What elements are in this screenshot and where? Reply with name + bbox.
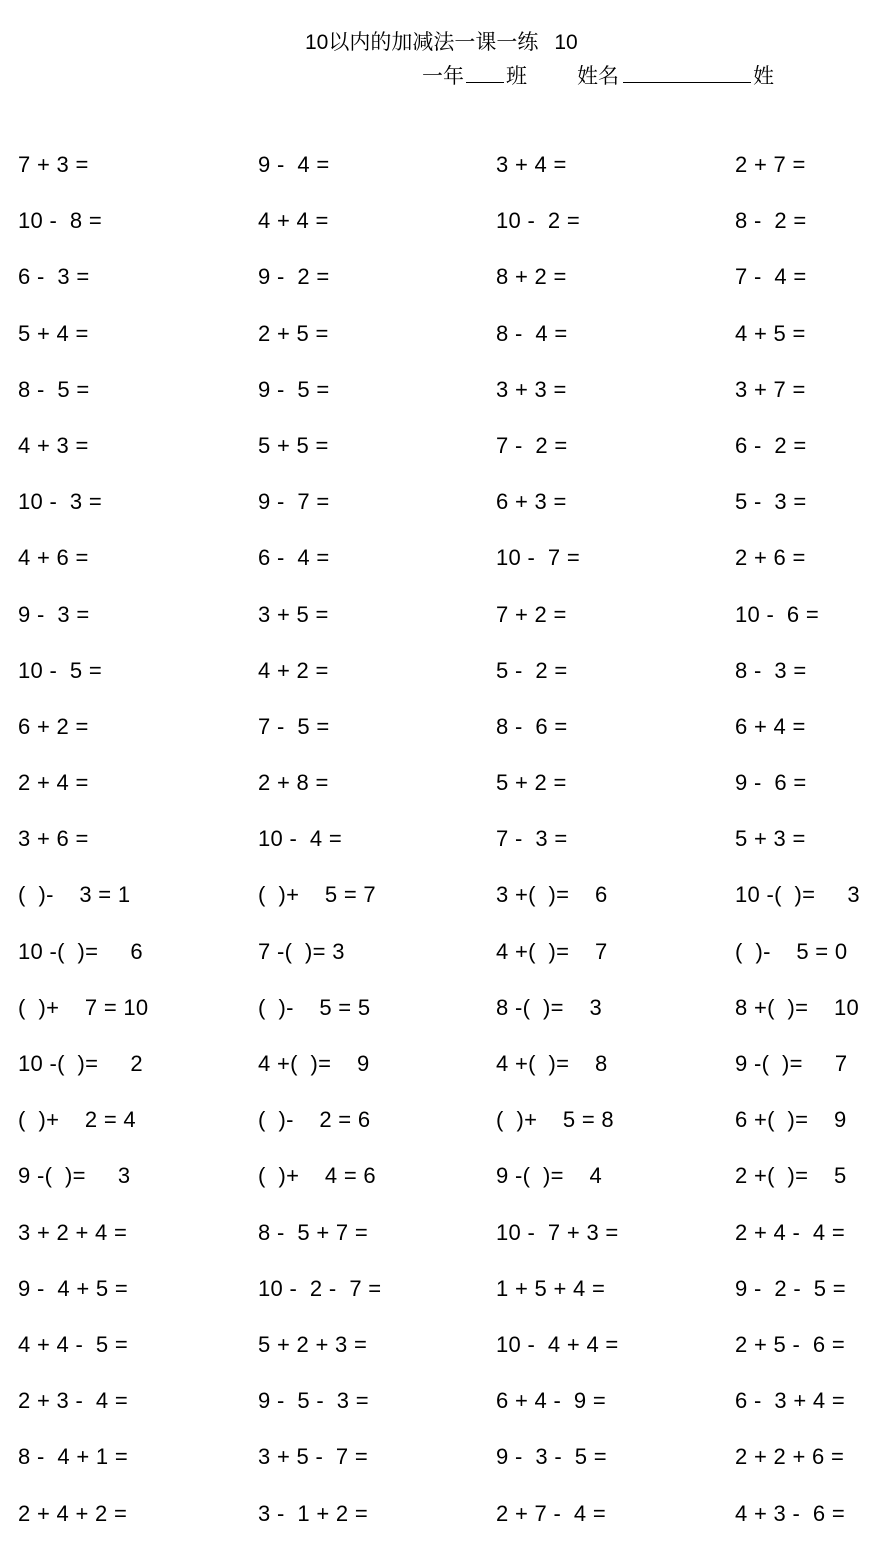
math-problem: ( )+ 7 = 10 <box>18 994 149 1020</box>
problem-row <box>18 375 878 431</box>
math-problem: 2 + 8 = <box>258 770 329 796</box>
math-problem: 10 - 7 + 3 = <box>496 1219 619 1245</box>
problem-row <box>18 1386 878 1442</box>
problem-row <box>18 1049 878 1105</box>
math-problem: 6 + 4 = <box>735 713 806 739</box>
math-problem: 3 - 1 + 2 = <box>258 1500 369 1526</box>
math-problem: 2 + 5 - 6 = <box>735 1331 846 1357</box>
math-problem: 9 - 7 = <box>258 489 330 515</box>
worksheet-title <box>305 30 578 56</box>
math-problem: 10 - 4 + 4 = <box>496 1331 619 1357</box>
math-problem: 5 - 3 = <box>735 489 807 515</box>
class-label: 班 <box>506 65 527 88</box>
title-number: 10 <box>554 31 578 54</box>
math-problem: 6 - 3 = <box>18 264 90 290</box>
problem-row <box>18 431 878 487</box>
name-label: 姓名 <box>577 65 619 88</box>
problem-row <box>18 150 878 206</box>
problem-row <box>18 1161 878 1217</box>
math-problem: 4 + 3 - 6 = <box>735 1500 846 1526</box>
problem-row <box>18 656 878 712</box>
problem-row <box>18 543 878 599</box>
math-problem: 3 + 7 = <box>735 376 806 402</box>
math-problem: 10 - 8 = <box>18 208 103 234</box>
class-blank[interactable] <box>466 62 504 83</box>
math-problem: 4 + 6 = <box>18 545 89 571</box>
math-problem: ( )+ 5 = 7 <box>258 882 376 908</box>
math-problem: 4 + 2 = <box>258 657 329 683</box>
math-problem: 7 - 2 = <box>496 432 568 458</box>
math-problem: 4 + 4 = <box>258 208 329 234</box>
math-problem: 6 - 4 = <box>258 545 330 571</box>
math-problem: ( )- 2 = 6 <box>258 1107 371 1133</box>
math-problem: 9 - 4 + 5 = <box>18 1275 129 1301</box>
math-problem: 7 -( )= 3 <box>258 938 345 964</box>
math-problem: 3 + 3 = <box>496 376 567 402</box>
math-problem: 3 + 5 - 7 = <box>258 1444 369 1470</box>
math-problem: ( )- 3 = 1 <box>18 882 131 908</box>
math-problem: 2 + 5 = <box>258 320 329 346</box>
math-problem: 9 - 3 - 5 = <box>496 1444 607 1470</box>
math-problem: 10 - 2 - 7 = <box>258 1275 382 1301</box>
problem-row <box>18 1105 878 1161</box>
math-problem: 8 -( )= 3 <box>496 994 602 1020</box>
math-problem: 5 + 4 = <box>18 320 89 346</box>
math-problem: 10 -( )= 2 <box>18 1051 143 1076</box>
math-problem: 4 + 3 = <box>18 432 89 458</box>
math-problem: 5 + 2 = <box>496 770 567 796</box>
math-problem: 3 + 5 = <box>258 601 329 627</box>
math-problem: 6 + 4 - 9 = <box>496 1388 607 1414</box>
math-problem: 2 + 4 + 2 = <box>18 1500 128 1526</box>
math-problem: 8 + 2 = <box>496 264 567 290</box>
math-problem: 7 + 3 = <box>18 152 89 177</box>
grade-label: 一年 <box>422 65 464 88</box>
math-problem: 4 + 5 = <box>735 320 806 346</box>
math-problem: 10 - 5 = <box>18 657 103 683</box>
name-blank[interactable] <box>623 62 751 83</box>
math-problem: 6 + 2 = <box>18 713 89 739</box>
math-problem: 2 + 7 - 4 = <box>496 1500 607 1526</box>
math-problem: 10 -( )= 3 <box>735 882 860 908</box>
math-problem: 6 - 2 = <box>735 432 807 458</box>
problem-row <box>18 319 878 375</box>
problem-row <box>18 600 878 656</box>
math-problem: 3 +( )= 6 <box>496 882 608 908</box>
problem-row <box>18 1330 878 1386</box>
math-problem: 2 + 3 - 4 = <box>18 1388 129 1414</box>
math-problem: 8 - 4 = <box>496 320 568 346</box>
math-problem: 8 - 5 = <box>18 376 90 402</box>
math-problem: 8 - 6 = <box>496 713 568 739</box>
math-problem: 2 + 4 = <box>18 770 89 796</box>
math-problem: ( )- 5 = 0 <box>735 938 848 964</box>
math-problem: 4 +( )= 8 <box>496 1051 608 1076</box>
math-problem: 6 + 3 = <box>496 489 567 515</box>
math-problem: 10 - 6 = <box>735 601 820 627</box>
math-problem: 4 + 4 - 5 = <box>18 1331 129 1357</box>
problem-row <box>18 206 878 262</box>
math-problem: 5 + 5 = <box>258 432 329 458</box>
student-info-line <box>422 62 774 90</box>
problem-row <box>18 937 878 993</box>
problem-row <box>18 1499 878 1555</box>
math-problem: 7 - 4 = <box>735 264 807 290</box>
math-problem: 10 - 2 = <box>496 208 581 234</box>
math-problem: 2 + 2 + 6 = <box>735 1444 845 1470</box>
math-problem: 4 +( )= 7 <box>496 938 608 964</box>
problem-row <box>18 993 878 1049</box>
problem-row <box>18 880 878 936</box>
math-problem: 8 - 4 + 1 = <box>18 1444 129 1470</box>
math-problem: 9 -( )= 4 <box>496 1163 602 1189</box>
math-problem: 10 - 4 = <box>258 826 343 852</box>
math-problem: ( )+ 4 = 6 <box>258 1163 376 1189</box>
math-problem: ( )+ 2 = 4 <box>18 1107 136 1133</box>
math-problem: 8 +( )= 10 <box>735 994 860 1020</box>
problem-row <box>18 487 878 543</box>
problem-row <box>18 1274 878 1330</box>
math-problem: 7 - 5 = <box>258 713 330 739</box>
problem-row <box>18 1218 878 1274</box>
problem-grid <box>18 150 878 1555</box>
math-problem: 9 - 5 - 3 = <box>258 1388 369 1414</box>
math-problem: 10 -( )= 6 <box>18 938 143 964</box>
problem-row <box>18 824 878 880</box>
problem-row <box>18 712 878 768</box>
math-problem: 2 +( )= 5 <box>735 1163 847 1189</box>
problem-row <box>18 1442 878 1498</box>
math-problem: 10 - 3 = <box>18 489 103 515</box>
math-problem: 5 + 3 = <box>735 826 806 852</box>
math-problem: 3 + 4 = <box>496 152 567 177</box>
math-problem: 3 + 2 + 4 = <box>18 1219 128 1245</box>
title-text: 10以内的加减法一课一练 <box>305 31 539 54</box>
math-problem: 3 + 6 = <box>18 826 89 852</box>
math-problem: 7 + 2 = <box>496 601 567 627</box>
math-problem: 9 - 3 = <box>18 601 90 627</box>
math-problem: 9 -( )= 3 <box>18 1163 131 1189</box>
math-problem: 5 + 2 + 3 = <box>258 1331 368 1357</box>
math-problem: 8 - 5 + 7 = <box>258 1219 369 1245</box>
math-problem: 8 - 2 = <box>735 208 807 234</box>
math-problem: 1 + 5 + 4 = <box>496 1275 606 1301</box>
math-problem: 9 -( )= 7 <box>735 1051 848 1076</box>
math-problem: 9 - 6 = <box>735 770 807 796</box>
surname-label: 姓 <box>753 65 774 88</box>
math-problem: 8 - 3 = <box>735 657 807 683</box>
problem-row <box>18 262 878 318</box>
math-problem: 5 - 2 = <box>496 657 568 683</box>
math-problem: ( )+ 5 = 8 <box>496 1107 614 1133</box>
math-problem: 9 - 4 = <box>258 152 330 177</box>
math-problem: 4 +( )= 9 <box>258 1051 370 1076</box>
math-problem: 9 - 2 - 5 = <box>735 1275 846 1301</box>
math-problem: 6 +( )= 9 <box>735 1107 847 1133</box>
problem-row <box>18 768 878 824</box>
math-problem: 2 + 7 = <box>735 152 806 177</box>
math-problem: 6 - 3 + 4 = <box>735 1388 846 1414</box>
math-problem: ( )- 5 = 5 <box>258 994 371 1020</box>
math-problem: 2 + 4 - 4 = <box>735 1219 846 1245</box>
math-problem: 9 - 5 = <box>258 376 330 402</box>
math-problem: 9 - 2 = <box>258 264 330 290</box>
math-problem: 7 - 3 = <box>496 826 568 852</box>
math-problem: 2 + 6 = <box>735 545 806 571</box>
math-problem: 10 - 7 = <box>496 545 581 571</box>
